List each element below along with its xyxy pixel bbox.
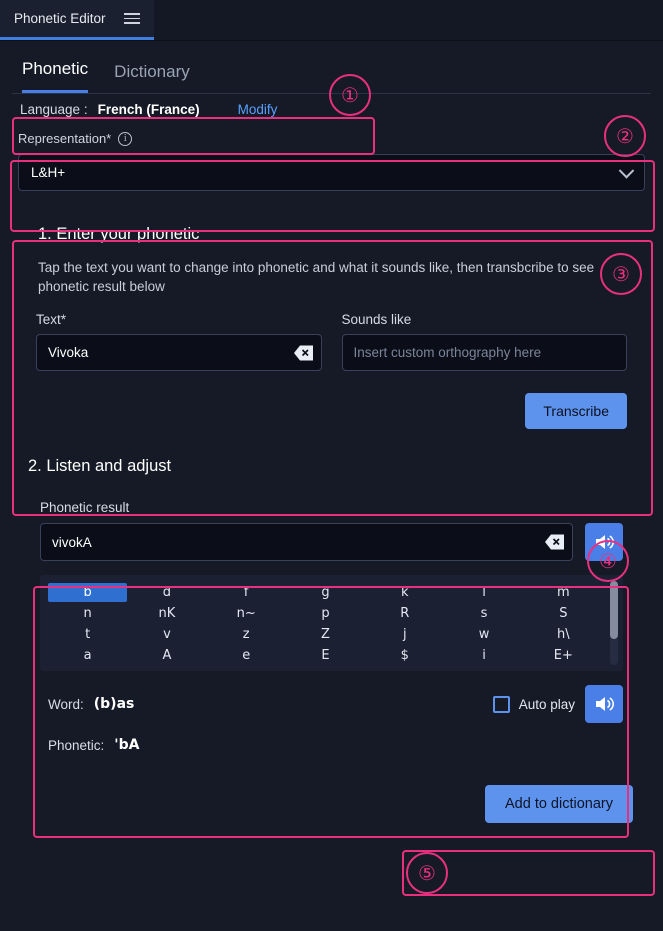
phonetic-value: 'bA [114,737,140,754]
annotation-badge-5: ⑤ [406,852,448,894]
sounds-like-label: Sounds like [341,312,412,328]
word-label: Word: [48,696,84,712]
phoneme-cell[interactable]: d [162,585,172,601]
main-content [0,41,663,931]
phoneme-picker[interactable] [40,575,623,671]
window-title: Phonetic Editor [14,11,106,26]
phoneme-cell[interactable]: g [321,585,330,601]
language-value: French (France) [97,102,200,117]
phonetic-result-input[interactable] [41,524,572,560]
phoneme-cell[interactable]: n [83,606,92,622]
section-enter-phonetic [14,205,649,447]
chevron-down-icon [619,163,635,179]
phoneme-cell[interactable]: w [478,627,490,643]
section2-title: 2. Listen and adjust [28,457,172,476]
clear-phonetic-icon[interactable] [545,535,564,550]
text-field-label: Text* [36,312,67,328]
phoneme-cell[interactable]: m [557,585,570,601]
phoneme-cell[interactable]: p [321,606,330,622]
tab-bar [10,41,653,93]
sounds-like-input[interactable] [343,335,627,370]
word-value: (b)as [93,696,135,713]
language-row [10,94,653,125]
phoneme-cell[interactable]: f [243,585,249,601]
phoneme-cell[interactable]: a [83,648,92,664]
phonetic-result-row [40,523,623,561]
section1-help-text: Tap the text you want to change into phonetic and what it sounds like, then transbcribe to see phonetic result below [38,260,595,295]
phoneme-cell[interactable]: nK [158,606,176,622]
annotation-badge-4: ④ [587,540,629,582]
word-row [40,685,623,723]
phoneme-cell[interactable]: t [85,627,91,643]
phoneme-cell[interactable]: b [48,583,127,602]
add-to-dictionary-button[interactable]: Add to dictionary [485,785,633,823]
title-bar-filler [154,0,663,40]
section1-fields [36,312,627,371]
autoplay-checkbox-wrap[interactable] [493,696,575,713]
language-label: Language : [20,102,88,117]
phoneme-cell[interactable]: n~ [236,606,256,622]
section1-title: 1. Enter your phonetic [38,225,200,243]
transcribe-button[interactable]: Transcribe [525,393,627,429]
phoneme-cell[interactable]: i [482,648,486,664]
representation-block [10,125,653,195]
phoneme-cell[interactable]: v [163,627,171,643]
speaker-icon-button[interactable] [585,523,623,561]
window-tab-phonetic-editor[interactable] [0,0,154,40]
play-phoneme-button[interactable] [585,685,623,723]
phoneme-cell[interactable]: k [401,585,409,601]
phonetic-result-input-wrap[interactable] [40,523,573,561]
annotation-badge-1: ① [329,74,371,116]
phonetic-result-box [28,488,635,767]
phoneme-cell[interactable]: R [400,606,410,622]
tab-phonetic[interactable]: Phonetic [22,59,88,93]
phoneme-cell[interactable]: h\ [557,627,570,643]
clear-text-icon[interactable] [294,345,313,360]
phonetic-result-label: Phonetic result [40,500,130,516]
phoneme-cell[interactable]: j [402,627,407,643]
phoneme-cell[interactable]: A [162,648,172,664]
sounds-like-field-group [342,312,628,371]
representation-value: L&H+ [31,165,66,180]
annotation-badge-2: ② [604,115,646,157]
representation-label-row [18,131,645,146]
phoneme-cell[interactable]: E+ [553,648,573,664]
info-icon[interactable]: i [118,132,132,146]
phonetic-row [40,737,623,753]
autoplay-label: Auto play [518,696,575,712]
transcribe-row [36,393,627,429]
autoplay-checkbox[interactable] [493,696,510,713]
text-input[interactable] [37,335,321,370]
phoneme-cell[interactable]: E [321,648,330,664]
representation-label: Representation* [18,131,112,146]
annotation-badge-3: ③ [600,253,642,295]
phoneme-cell[interactable]: l [482,585,486,601]
phoneme-cell[interactable]: $ [400,648,409,664]
hamburger-icon[interactable] [124,13,140,24]
text-field-group [36,312,322,371]
modify-language-link[interactable]: Modify [237,102,278,117]
representation-select[interactable] [18,154,645,191]
section-listen-adjust [10,457,653,823]
phoneme-scrollbar-thumb[interactable] [610,581,618,639]
sounds-like-input-wrap[interactable] [342,334,628,371]
phoneme-grid [48,583,615,665]
add-to-dictionary-row [10,785,633,823]
phoneme-cell[interactable]: e [242,648,251,664]
phoneme-cell[interactable]: z [242,627,250,643]
phoneme-cell[interactable]: Z [321,627,330,643]
phoneme-cell[interactable]: s [480,606,488,622]
phonetic-label: Phonetic: [48,737,105,753]
tab-dictionary[interactable]: Dictionary [114,62,190,81]
title-bar [0,0,663,41]
text-input-wrap[interactable] [36,334,322,371]
phoneme-cell[interactable]: S [559,606,568,622]
